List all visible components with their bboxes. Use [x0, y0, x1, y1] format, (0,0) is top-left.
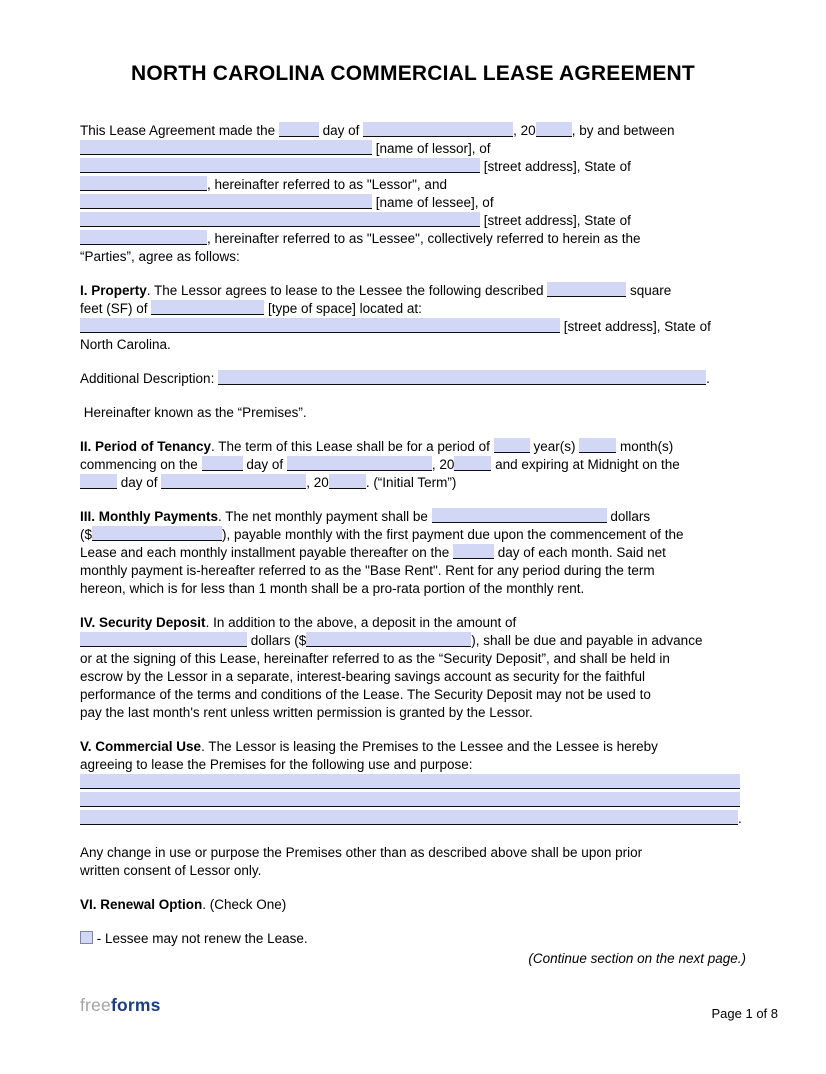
intro-paragraph-line [80, 176, 746, 194]
text-run: . [706, 371, 710, 386]
text-run: . [738, 811, 742, 826]
text-run: Hereinafter known as the “Premises”. [80, 405, 307, 420]
lessee-state-field[interactable] [80, 230, 207, 245]
text-run: [street address], State of [480, 159, 631, 174]
made-year-field[interactable] [536, 122, 572, 137]
section-property-line [80, 336, 746, 354]
text-run: month(s) [616, 439, 674, 454]
text-run: (Continue section on the next page.) [528, 951, 746, 966]
text-run: I. Property [80, 283, 147, 298]
text-run: . (Check One) [202, 897, 287, 912]
intro-paragraph-line [80, 248, 746, 266]
section-security-deposit-line [80, 650, 746, 668]
text-run: North Carolina. [80, 337, 171, 352]
text-run: ($ [80, 527, 93, 542]
deposit-words-field[interactable] [80, 632, 247, 647]
section-commercial-use-line [80, 792, 746, 810]
section-security-deposit-line [80, 704, 746, 722]
text-run: Additional Description: [80, 371, 219, 386]
section-monthly-payments-line [80, 526, 746, 544]
document-content [80, 0, 746, 968]
lessor-state-field[interactable] [80, 176, 207, 191]
text-run: [name of lessee], of [372, 195, 494, 210]
text-run: agreeing to lease the Premises for the following use and purpose: [80, 757, 473, 772]
lessor-street-address-field[interactable] [80, 158, 480, 173]
text-run: , 20 [431, 457, 455, 472]
logo-text-free: free [80, 995, 111, 1015]
additional-description [80, 370, 746, 388]
section-security-deposit-line [80, 632, 746, 650]
text-run: - Lessee may not renew the Lease. [93, 931, 308, 946]
renewal-option-no-renew [80, 930, 746, 948]
text-run: Any change in use or purpose the Premises other than as described above shall be upon prior [80, 845, 643, 860]
section-security-deposit [80, 614, 746, 722]
intro-paragraph-line [80, 140, 746, 158]
property-street-address-field[interactable] [80, 318, 560, 333]
section-commercial-use-line [80, 810, 746, 828]
text-run: , 20 [513, 123, 536, 138]
text-run: [street address], State of [480, 213, 631, 228]
text-run: . In addition to the above, a deposit in the amount of [205, 615, 517, 630]
term-years-field[interactable] [494, 438, 530, 453]
text-run: dollars ($ [247, 633, 307, 648]
lessor-name-field[interactable] [80, 140, 372, 155]
text-run: V. Commercial Use [80, 739, 202, 754]
monthly-payment-amount-field[interactable] [92, 526, 222, 541]
use-purpose-line-2-field[interactable] [80, 792, 740, 807]
section-period-of-tenancy-line [80, 438, 746, 456]
made-month-field[interactable] [363, 122, 513, 137]
section-period-of-tenancy-line [80, 456, 746, 474]
text-run: pay the last month's rent unless written permission is granted by the Lessor. [80, 705, 533, 720]
section-security-deposit-line [80, 686, 746, 704]
freeforms-logo [80, 995, 161, 1016]
document-body [80, 122, 746, 968]
term-months-field[interactable] [579, 438, 616, 453]
text-run: performance of the terms and conditions of the Lease. The Security Deposit may not be used to [80, 687, 651, 702]
continue-note-line [80, 950, 746, 968]
text-run: square [626, 283, 672, 298]
text-run: monthly payment is-hereafter referred to as the "Base Rent". Rent for any period during the term [80, 563, 655, 578]
section-security-deposit-line [80, 668, 746, 686]
text-run: . (“Initial Term”) [365, 475, 457, 490]
text-run: [street address], State of [560, 319, 711, 334]
no-renew-checkbox[interactable] [80, 931, 93, 944]
text-run: . The Lessor agrees to lease to the Lessee the following described [146, 283, 548, 298]
text-run: day of [318, 123, 364, 138]
made-day-field[interactable] [279, 122, 319, 137]
text-run: and expiring at Midnight on the [491, 457, 680, 472]
section-commercial-use [80, 738, 746, 828]
commencement-year-field[interactable] [454, 456, 491, 471]
text-run: Lease and each monthly installment payable thereafter on the [80, 545, 453, 560]
page-number: Page 1 of 8 [711, 1006, 778, 1021]
intro-paragraph-line [80, 122, 746, 140]
text-run: , by and between [571, 123, 675, 138]
lessee-name-field[interactable] [80, 194, 372, 209]
monthly-payment-words-field[interactable] [432, 508, 607, 523]
square-feet-field[interactable] [547, 282, 626, 297]
section-property [80, 282, 746, 354]
commencement-day-field[interactable] [202, 456, 243, 471]
text-run: “Parties”, agree as follows: [80, 249, 240, 264]
use-purpose-line-3-field[interactable] [80, 810, 738, 825]
section-property-line [80, 318, 746, 336]
text-run: written consent of Lessor only. [80, 863, 262, 878]
section-renewal-option-line [80, 896, 746, 914]
text-run: or at the signing of this Lease, hereinafter referred to as the “Security Deposit”, and shall be held in [80, 651, 670, 666]
additional-description-field[interactable] [218, 370, 706, 385]
continue-note [80, 950, 746, 968]
text-run: . The term of this Lease shall be for a period of [211, 439, 494, 454]
text-run: , hereinafter referred to as "Lessor", and [207, 177, 447, 192]
text-run: hereon, which is for less than 1 month shall be a pro-rata portion of the monthly rent. [80, 581, 585, 596]
text-run: commencing on the [80, 457, 202, 472]
section-period-of-tenancy [80, 438, 746, 492]
text-run: ), shall be due and payable in advance [471, 633, 703, 648]
text-run: day of [117, 475, 162, 490]
premises-note-line [80, 404, 746, 422]
expiration-day-field[interactable] [80, 474, 117, 489]
text-run: III. Monthly Payments [80, 509, 219, 524]
commencement-month-field[interactable] [287, 456, 432, 471]
text-run: [type of space] located at: [264, 301, 422, 316]
renewal-option-no-renew-line [80, 930, 746, 948]
section-commercial-use-line [80, 756, 746, 774]
lessee-street-address-field[interactable] [80, 212, 480, 227]
section-property-line [80, 282, 746, 300]
text-run: feet (SF) of [80, 301, 152, 316]
intro-paragraph-line [80, 194, 746, 212]
text-run: , 20 [306, 475, 329, 490]
section-property-line [80, 300, 746, 318]
intro-paragraph [80, 122, 746, 266]
intro-paragraph-line [80, 212, 746, 230]
text-run: II. Period of Tenancy [80, 439, 212, 454]
payment-due-day-field[interactable] [453, 544, 494, 559]
text-run: escrow by the Lessor in a separate, interest-bearing savings account as security for the faithful [80, 669, 646, 684]
logo-text-forms: forms [110, 995, 161, 1015]
page-title: NORTH CAROLINA COMMERCIAL LEASE AGREEMENT [131, 62, 695, 85]
use-purpose-line-1-field[interactable] [80, 774, 740, 789]
section-monthly-payments-line [80, 562, 746, 580]
section-period-of-tenancy-line [80, 474, 746, 492]
text-run: ), payable monthly with the first payment due upon the commencement of the [222, 527, 684, 542]
text-run: day of each month. Said net [494, 545, 666, 560]
expiration-year-field[interactable] [329, 474, 366, 489]
text-run: . The net monthly payment shall be [218, 509, 432, 524]
type-of-space-field[interactable] [151, 300, 264, 315]
intro-paragraph-line [80, 158, 746, 176]
section-monthly-payments [80, 508, 746, 598]
text-run: [name of lessor], of [372, 141, 491, 156]
text-run: IV. Security Deposit [80, 615, 206, 630]
text-run: . The Lessor is leasing the Premises to the Lessee and the Lessee is hereby [201, 739, 658, 754]
text-run: year(s) [529, 439, 580, 454]
use-change-note-line [80, 844, 746, 862]
additional-description-line [80, 370, 746, 388]
intro-paragraph-line [80, 230, 746, 248]
premises-note [80, 404, 746, 422]
section-commercial-use-line [80, 738, 746, 756]
expiration-month-field[interactable] [161, 474, 306, 489]
section-monthly-payments-line [80, 580, 746, 598]
text-run: day of [242, 457, 287, 472]
use-change-note [80, 844, 746, 880]
deposit-amount-field[interactable] [306, 632, 471, 647]
section-renewal-option [80, 896, 746, 914]
section-security-deposit-line [80, 614, 746, 632]
use-change-note-line [80, 862, 746, 880]
text-run: This Lease Agreement made the [80, 123, 279, 138]
section-monthly-payments-line [80, 544, 746, 562]
text-run: VI. Renewal Option [80, 897, 203, 912]
section-commercial-use-line [80, 774, 746, 792]
section-monthly-payments-line [80, 508, 746, 526]
text-run: , hereinafter referred to as "Lessee", collectively referred to herein as the [207, 231, 641, 246]
text-run: dollars [606, 509, 651, 524]
